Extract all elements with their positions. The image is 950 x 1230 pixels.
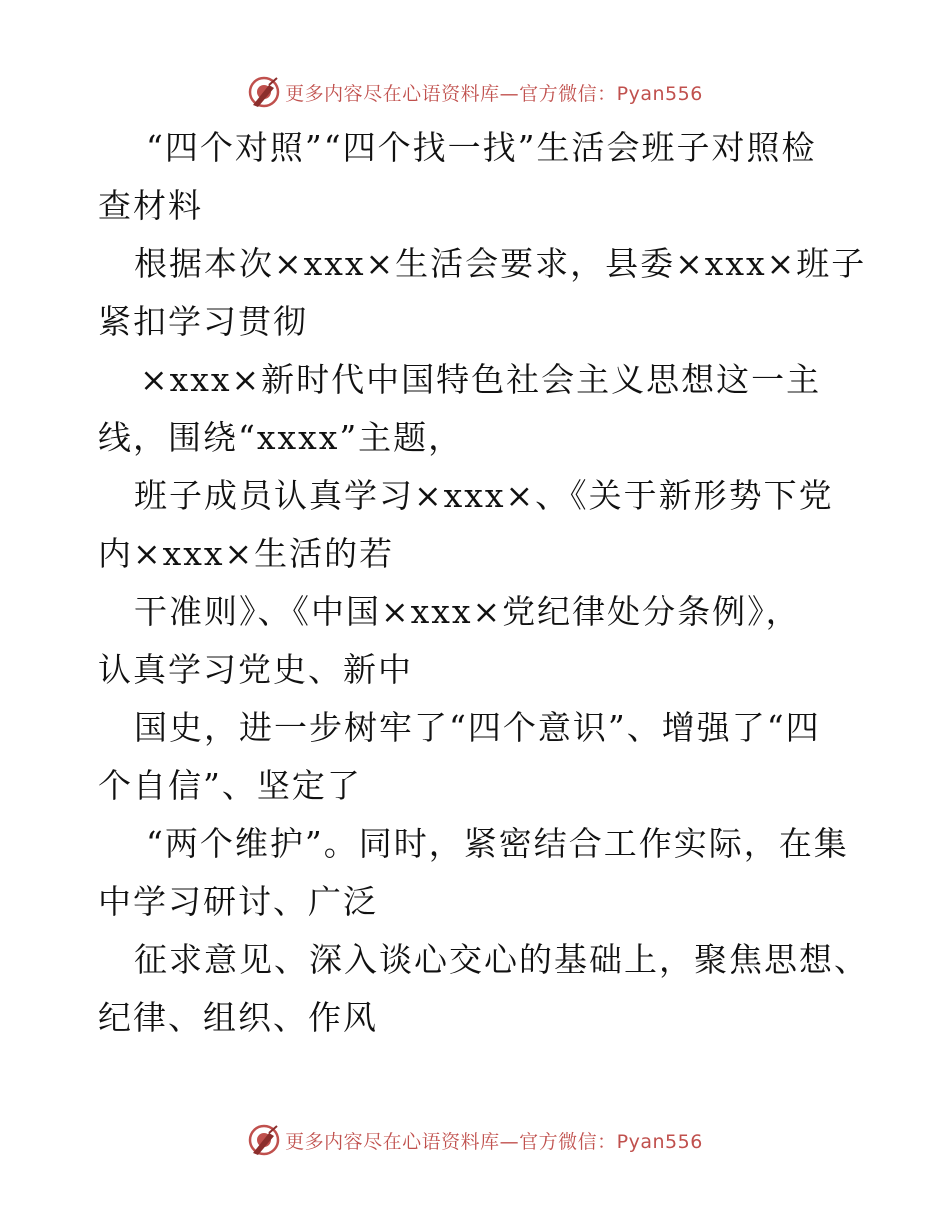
body-line: 认真学习党史、新中 bbox=[98, 650, 413, 689]
body-line: “四个对照”“四个找一找”生活会班子对照检 bbox=[146, 128, 817, 167]
body-line: 内×xxx×生活的若 bbox=[98, 534, 395, 573]
body-line: “两个维护”。同时，紧密结合工作实际，在集 bbox=[146, 824, 849, 863]
watermark-text: 更多内容尽在心语资料库—官方微信：Pyan556 bbox=[285, 1130, 703, 1153]
body-line: 纪律、组织、作风 bbox=[98, 998, 378, 1037]
body-line: 中学习研讨、广泛 bbox=[98, 882, 378, 921]
pen-logo-icon bbox=[247, 1123, 281, 1157]
body-line: 班子成员认真学习×xxx×、《关于新形势下党 bbox=[134, 476, 834, 515]
body-line: 线，围绕“xxxx”主题， bbox=[98, 418, 464, 457]
footer-watermark bbox=[0, 1120, 950, 1160]
pen-logo-icon bbox=[247, 75, 281, 109]
watermark-text: 更多内容尽在心语资料库—官方微信：Pyan556 bbox=[285, 82, 703, 105]
body-line: 紧扣学习贯彻 bbox=[98, 302, 308, 341]
body-line: 国史，进一步树牢了“四个意识”、增强了“四 bbox=[134, 708, 821, 747]
body-line: 干准则》、《中国×xxx×党纪律处分条例》， bbox=[134, 592, 801, 631]
body-line: ×xxx×新时代中国特色社会主义思想这一主 bbox=[140, 360, 822, 399]
body-line: 征求意见、深入谈心交心的基础上，聚焦思想、 bbox=[134, 940, 869, 979]
body-line: 个自信”、坚定了 bbox=[98, 766, 362, 805]
body-line: 查材料 bbox=[98, 186, 203, 225]
header-watermark bbox=[0, 72, 950, 112]
body-line: 根据本次×xxx×生活会要求，县委×xxx×班子 bbox=[134, 244, 867, 283]
